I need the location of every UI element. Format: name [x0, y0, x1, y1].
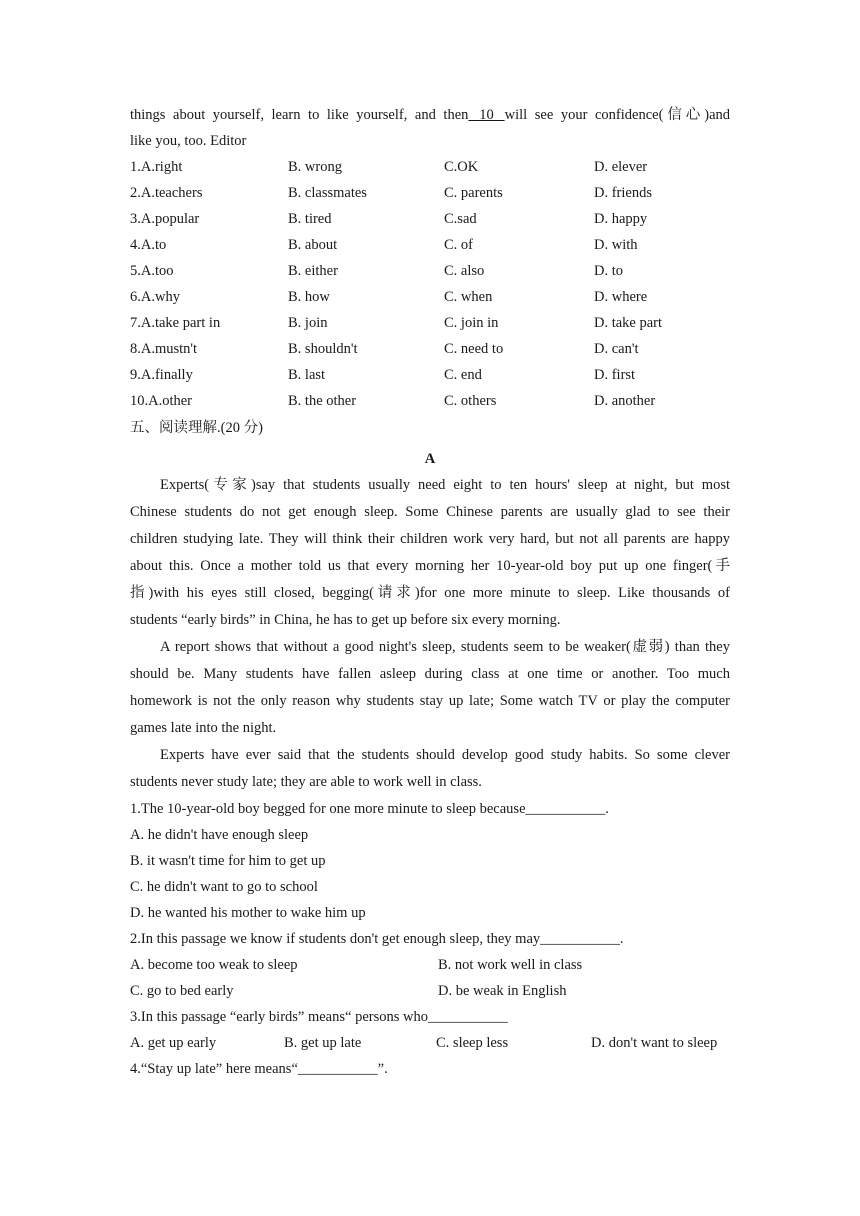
cloze-options — [130, 154, 730, 414]
option-c: C. he didn't want to go to school — [130, 879, 318, 895]
passage-line: A report shows that without a good night's sleep, students seem to be weaker(虚弱) than they — [160, 639, 730, 655]
option-a: 1.A.right — [130, 159, 183, 175]
option-c: C. also — [444, 263, 485, 279]
question-stem: 1.The 10-year-old boy begged for one more minute to sleep because___________. — [130, 801, 609, 817]
intro-text-cont: will see your confidence(信心)and — [504, 107, 731, 123]
option-a: 9.A.finally — [130, 367, 193, 383]
option-row — [130, 284, 730, 310]
option-b: B. tired — [288, 211, 332, 227]
passage — [130, 472, 730, 796]
option-c: C. go to bed early — [130, 983, 234, 999]
question-4 — [130, 1056, 730, 1082]
option-row — [130, 154, 730, 180]
passage-line: 指)with his eyes still closed, begging(请求)for one more minute to sleep. Like thousands of — [130, 585, 730, 601]
option-c: C.OK — [444, 159, 479, 175]
option-row — [130, 978, 730, 1004]
option-a: 7.A.take part in — [130, 315, 221, 331]
question-stem: 4.“Stay up late” here means“___________”. — [130, 1061, 388, 1077]
passage-line: Chinese students do not get enough sleep. Some Chinese parents are usually glad to see their — [130, 504, 730, 520]
passage-line: Experts have ever said that the students should develop good study habits. So some clever — [160, 747, 730, 763]
question-stem: 3.In this passage “early birds” means“ persons who___________ — [130, 1009, 508, 1025]
option-row — [130, 1030, 730, 1056]
question-1 — [130, 796, 730, 926]
option-c: C. parents — [444, 185, 503, 201]
option-c: C. others — [444, 393, 497, 409]
passage-line: students never study late; they are able to work well in class. — [130, 774, 482, 790]
option-c: C. sleep less — [436, 1035, 509, 1051]
option-b: B. not work well in class — [438, 957, 583, 973]
option-b: B. the other — [288, 393, 357, 409]
option-b: B. join — [288, 315, 328, 331]
intro-text: things about yourself, learn to like yourself, and then — [130, 107, 469, 123]
passage-line: students “early birds” in China, he has to get up before six every morning. — [130, 612, 561, 628]
option-a: 8.A.mustn't — [130, 341, 198, 357]
option-c: C. end — [444, 367, 482, 383]
paragraph-3 — [130, 742, 730, 796]
option-c: C. of — [444, 237, 473, 253]
option-c: C. join in — [444, 315, 499, 331]
passage-line: homework is not the only reason why students stay up late; Some watch TV or play the computer — [130, 693, 730, 709]
blank-10: 10 — [468, 107, 505, 123]
option-b: B. about — [288, 237, 338, 253]
question-2 — [130, 926, 730, 1004]
option-b: B. wrong — [288, 159, 342, 175]
option-b: B. either — [288, 263, 338, 279]
option-b: B. get up late — [284, 1035, 362, 1051]
option-row — [130, 232, 730, 258]
option-d: D. with — [594, 237, 638, 253]
option-b: B. how — [288, 289, 330, 305]
paragraph-1 — [130, 472, 730, 634]
passage-line: about this. Once a mother told us that every morning her 10-year-old boy put up one finger(手 — [130, 558, 730, 574]
option-c: C. when — [444, 289, 493, 305]
option-d: D. where — [594, 289, 648, 305]
option-row — [130, 180, 730, 206]
passage-line: games late into the night. — [130, 720, 277, 736]
option-a: A. get up early — [130, 1035, 217, 1051]
option-row — [130, 388, 730, 414]
intro-line-2: like you, too. Editor — [130, 133, 247, 149]
option-a: 2.A.teachers — [130, 185, 203, 201]
option-a: A. he didn't have enough sleep — [130, 827, 309, 843]
option-d: D. another — [594, 393, 656, 409]
intro-line-1 — [130, 102, 730, 128]
option-d: D. be weak in English — [438, 983, 567, 999]
option-d: D. take part — [594, 315, 663, 331]
paragraph-2 — [130, 634, 730, 742]
option-b: B. classmates — [288, 185, 367, 201]
option-d: D. elever — [594, 159, 648, 175]
option-b: B. shouldn't — [288, 341, 358, 357]
option-a: 6.A.why — [130, 289, 180, 305]
passage-line: should be. Many students have fallen asleep during class at one time or another. Too much — [130, 666, 730, 682]
option-b: B. last — [288, 367, 326, 383]
option-d: D. he wanted his mother to wake him up — [130, 905, 366, 921]
passage-line: children studying late. They will think their children work very hard, but not all parents are happy — [130, 531, 730, 547]
option-d: D. first — [594, 367, 636, 383]
passage-title: A — [424, 451, 436, 467]
option-row — [130, 362, 730, 388]
question-stem: 2.In this passage we know if students don't get enough sleep, they may___________. — [130, 931, 624, 947]
option-d: D. happy — [594, 211, 648, 227]
option-row — [130, 310, 730, 336]
option-d: D. to — [594, 263, 623, 279]
option-c: C. need to — [444, 341, 504, 357]
option-row — [130, 258, 730, 284]
option-row — [130, 336, 730, 362]
option-a: 10.A.other — [130, 393, 193, 409]
option-a: 5.A.too — [130, 263, 174, 279]
option-b: B. it wasn't time for him to get up — [130, 853, 326, 869]
option-d: D. don't want to sleep — [591, 1035, 718, 1051]
option-a: A. become too weak to sleep — [130, 957, 298, 973]
option-a: 3.A.popular — [130, 211, 200, 227]
option-d: D. friends — [594, 185, 652, 201]
option-a: 4.A.to — [130, 237, 167, 253]
section-heading: 五、阅读理解.(20 分) — [130, 420, 263, 436]
passage-line: Experts(专家)say that students usually need eight to ten hours' sleep at night, but most — [160, 477, 730, 493]
question-3 — [130, 1004, 730, 1056]
option-d: D. can't — [594, 341, 639, 357]
option-row — [130, 952, 730, 978]
option-c: C.sad — [444, 211, 477, 227]
page-content — [130, 102, 730, 1082]
option-row — [130, 206, 730, 232]
